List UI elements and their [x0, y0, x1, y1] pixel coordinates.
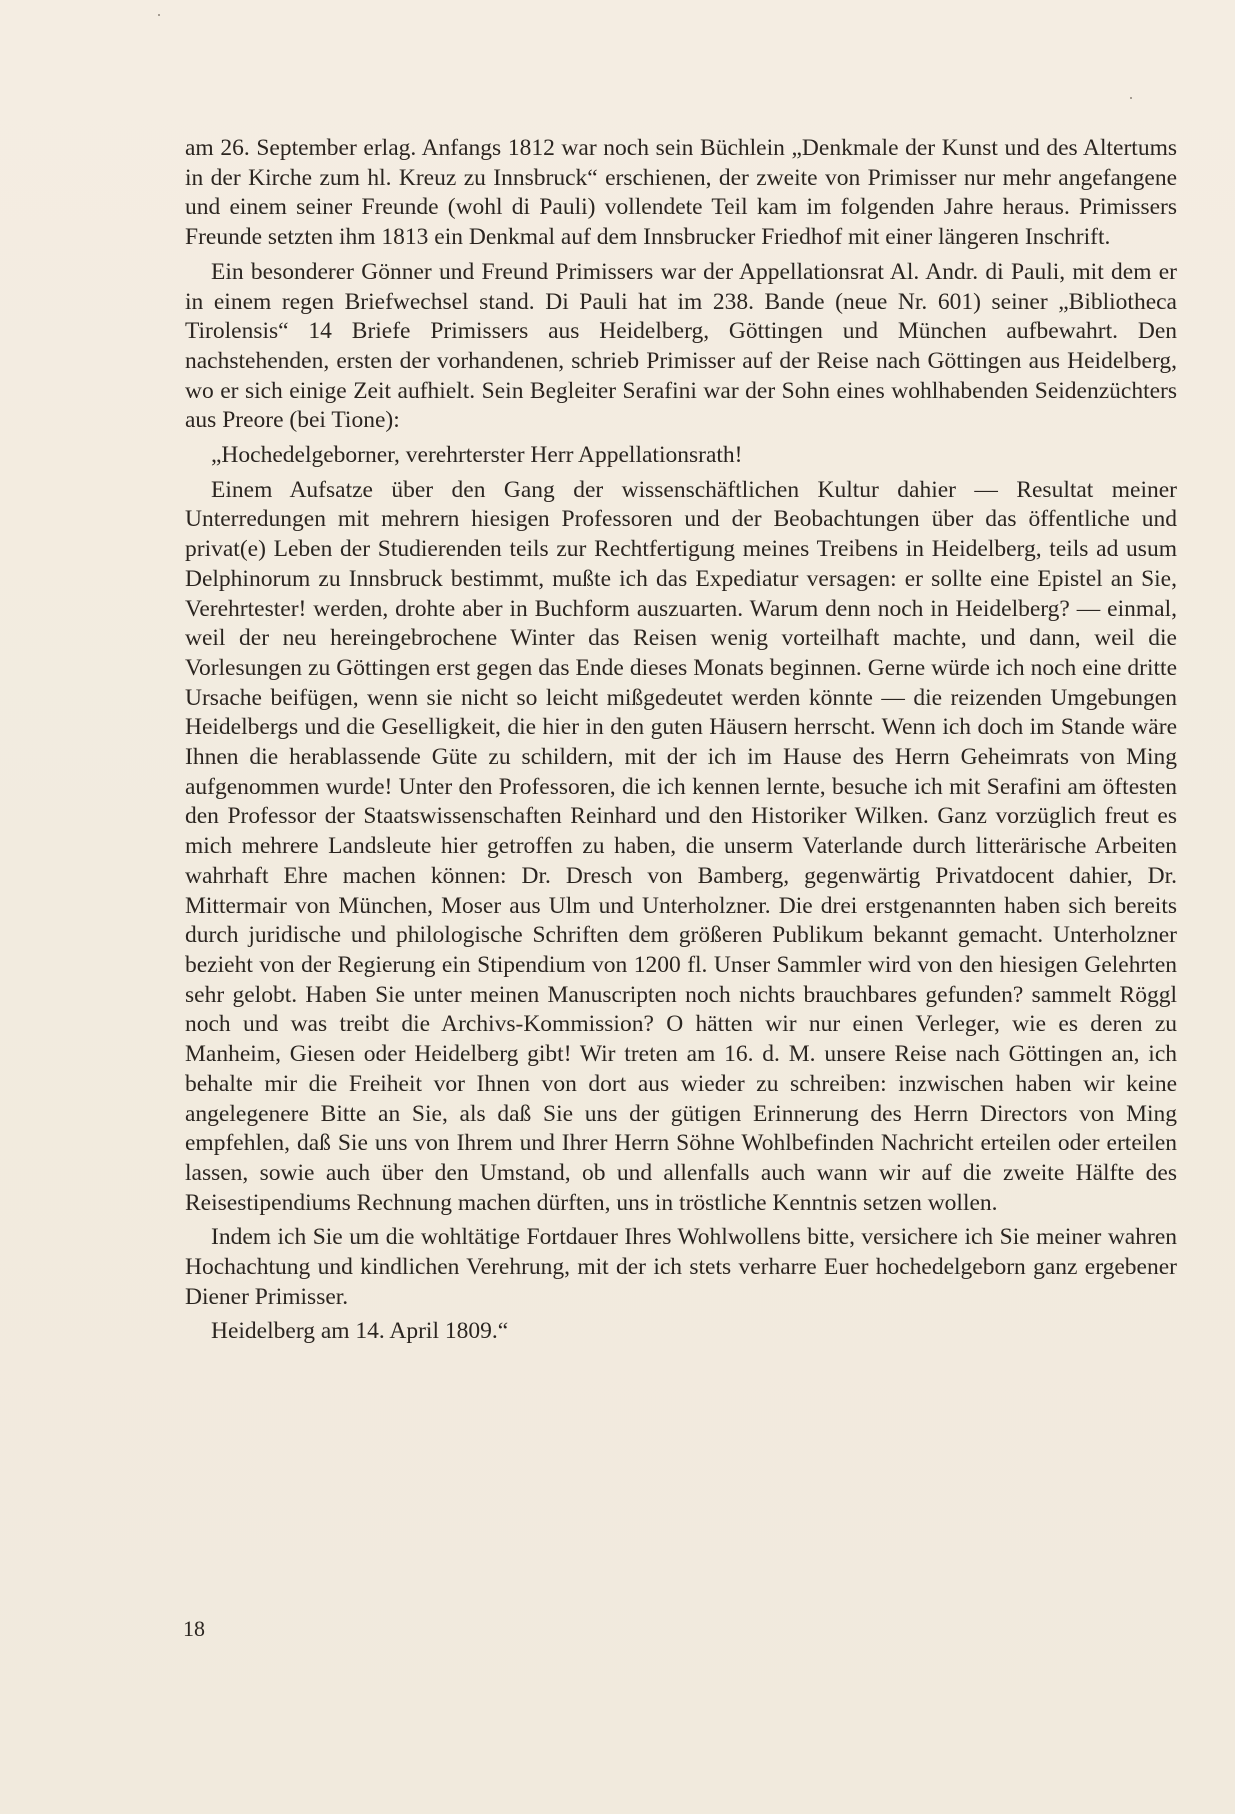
letter-date: Heidelberg am 14. April 1809.“: [211, 1318, 509, 1345]
paragraph-intro: am 26. September erlag. Anfangs 1812 war noch sein Büchlein „Denkmale der Kunst und des Altertums in der Kirche zum hl. Kreuz zu Innsbruck“ erschienen, der zweite von Primisser nur mehr angefangene und einem seiner Freunde (wohl di Pauli) vollendete Teil kam im folgenden Jahre heraus. Primissers Freunde setzten ihm 1813 ein Denkmal auf dem Innsbrucker Friedhof mit einer längeren Inschrift.: [185, 135, 1177, 251]
paper-speck: [1130, 97, 1132, 99]
letter-body: Einem Aufsatze über den Gang der wissenschäftlichen Kultur dahier — Resultat meiner Unterredungen mit mehrern hiesigen Professoren und der Beobachtungen über das öffentliche und privat(e) Leben der Studierenden teils zur Rechtfertigung meines Treibens in Heidelberg, teils ad usum Delphinorum zu Innsbruck bestimmt, mußte ich das Expediatur versagen: er sollte eine Epistel an Sie, Verehrtester! werden, drohte aber in Buchform auszuarten. Warum denn noch in Heidelberg? — einmal, weil der neu hereingebrochene Winter das Reisen wenig vorteilhaft machte, und dann, weil die Vorlesungen zu Göttingen erst gegen das Ende dieses Monats beginnen. Gerne würde ich noch eine dritte Ursache beifügen, wenn sie nicht so leicht mißgedeutet werden könnte — die reizenden Umgebungen Heidelbergs und die Geselligkeit, die hier in den guten Häusern herrscht. Wenn ich doch im Stande wäre Ihnen die herablassende Güte zu schildern, mit der ich im Hause des Herrn Geheimrats von Ming aufgenommen wurde! Unter den Professoren, die ich kennen lernte, besuche ich mit Serafini am öftesten den Professor der Staatswissenschaften Reinhard und den Historiker Wilken. Ganz vorzüglich freut es mich mehrere Landsleute hier getroffen zu haben, die unserm Vaterlande durch litterärische Arbeiten wahrhaft Ehre machen können: Dr. Dresch von Bamberg, gegenwärtig Privatdocent dahier, Dr. Mittermair von München, Moser aus Ulm und Unterholzner. Die drei erstgenannten haben sich bereits durch juridische und philologische Schriften dem größeren Publikum bekannt gemacht. Unterholzner bezieht von der Regierung ein Stipendium von 1200 fl. Unser Sammler wird von den hiesigen Gelehrten sehr gelobt. Haben Sie unter meinen Manuscripten noch nichts brauchbares gefunden? sammelt Röggl noch und was treibt die Archivs-Kommission? O hätten wir nur einen Verleger, wie es deren zu Manheim, Giesen oder Heidelberg gibt! Wir treten am 16. d. M. unsere Reise nach Göttingen an, ich behalte mir die Freiheit vor Ihnen von dort aus wieder zu schreiben: inzwischen haben wir keine angelegenere Bitte an Sie, als daß Sie uns der gütigen Erinnerung des Herrn Directors von Ming empfehlen, daß Sie uns von Ihrem und Ihrer Herrn Söhne Wohlbefinden Nachricht erteilen oder erteilen lassen, sowie auch über den Umstand, ob und allenfalls auch wann wir auf die zweite Hälfte des Reisestipendiums Rechnung machen dürften, uns in tröstliche Kenntnis setzen wollen.: [185, 476, 1177, 1216]
letter-farewell: Indem ich Sie um die wohltätige Fortdauer Ihres Wohlwollens bitte, versichere ich Sie meiner wahren Hochachtung und kindlichen Verehrung, mit der ich stets verharre Euer hochedelgeborn ganz ergebener Diener Primisser.: [185, 1224, 1177, 1310]
letter-salutation: „Hochedelgeborner, verehrterster Herr Appellationsrath!: [211, 442, 743, 469]
page-number: 18: [183, 1616, 205, 1641]
paper-speck: [158, 14, 160, 16]
paragraph-di-pauli: Ein besonderer Gönner und Freund Primissers war der Appellationsrat Al. Andr. di Pauli, mit dem er in einem regen Briefwechsel stand. Di Pauli hat im 238. Bande (neue Nr. 601) seiner „Bibliotheca Tirolensis“ 14 Briefe Primissers aus Heidelberg, Göttingen und München aufbewahrt. Den nachstehenden, ersten der vorhandenen, schrieb Primisser auf der Reise nach Göttingen aus Heidelberg, wo er sich einige Zeit aufhielt. Sein Begleiter Serafini war der Sohn eines wohlhabenden Seidenzüchters aus Preore (bei Tione):: [185, 258, 1177, 434]
body-text: [185, 134, 1177, 1352]
